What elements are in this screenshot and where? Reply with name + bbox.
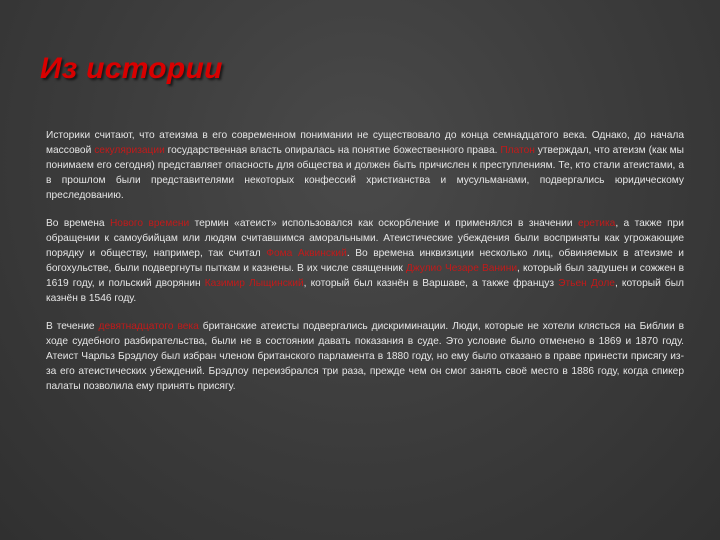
paragraph-1	[46, 128, 684, 203]
text-segment: , а также при обращении к самоубийцам или людям считавшимся аморальными. Атеистические убеждения были восприняты как угрожающие порядку и обществу, например, так считал	[46, 218, 684, 259]
link-lyszczynski[interactable]: Казимир Лыщинский	[204, 278, 304, 289]
slide-body	[46, 128, 684, 407]
text-segment: утверждал, что атеизм (как мы понимаем его сегодня) представляет опасность для общества и должен быть причислен к преступлениям. Те, кто стали атеистами, а в прошлом были представителями некоторых конфессий христианства и мусульманами, подвергались юридическому преследованию.	[46, 145, 684, 201]
text-segment: британские атеисты подвергались дискриминации. Люди, которые не хотели клясться на Библии в ходе судебного разбирательства, были не в состоянии давать показания в суде. Это условие было отменено в 1869 и 1870 году. Атеист Чарльз Брэдлоу был избран членом британского парламента в 1880 году, но ему было отказано в праве принести присягу из-за его атеистических убеждений. Брэдлоу переизбрался три раза, прежде чем он смог занять своё место в 1886 году, когда спикер палаты позволила ему принять присягу.	[46, 321, 685, 392]
text-segment: термин «атеист» использовался как оскорбление и применялся в значении	[189, 218, 578, 229]
text-segment: государственная власть опиралась на понятие божественного права.	[164, 145, 501, 156]
text-segment: , который был казнён в Варшаве, а также француз	[303, 278, 559, 289]
paragraph-3	[46, 319, 684, 394]
slide-title: Из истории	[40, 52, 223, 85]
link-secularization[interactable]: секуляризации	[94, 145, 165, 156]
text-segment: . Во времена инквизиции несколько лиц, обвиняемых в атеизме и богохульстве, были подвергнуты пыткам и казнены. В их числе священник	[46, 248, 684, 274]
text-segment: , который был казнён в 1546 году.	[46, 278, 684, 304]
link-plato[interactable]: Платон	[500, 145, 535, 156]
text-segment: В течение	[46, 321, 99, 332]
link-nineteenth-century[interactable]: девятнадцатого века	[98, 321, 199, 332]
link-thomas-aquinas[interactable]: Фома Аквинский	[266, 248, 347, 259]
text-segment: Во времена	[46, 218, 110, 229]
paragraph-2	[46, 216, 684, 306]
text-segment: Историки считают, что атеизма в его современном понимании не существовало до конца семнадцатого века. Однако, до начала массовой	[46, 130, 684, 156]
text-segment: , который был задушен и сожжен в 1619 году, и польский дворянин	[46, 263, 684, 289]
link-heretic[interactable]: еретика	[577, 218, 616, 229]
link-etienne-dolet[interactable]: Этьен Доле	[558, 278, 615, 289]
link-vanini[interactable]: Джулио Чезаре Ванини	[405, 263, 518, 274]
link-modern-era[interactable]: Нового времени	[109, 218, 190, 229]
